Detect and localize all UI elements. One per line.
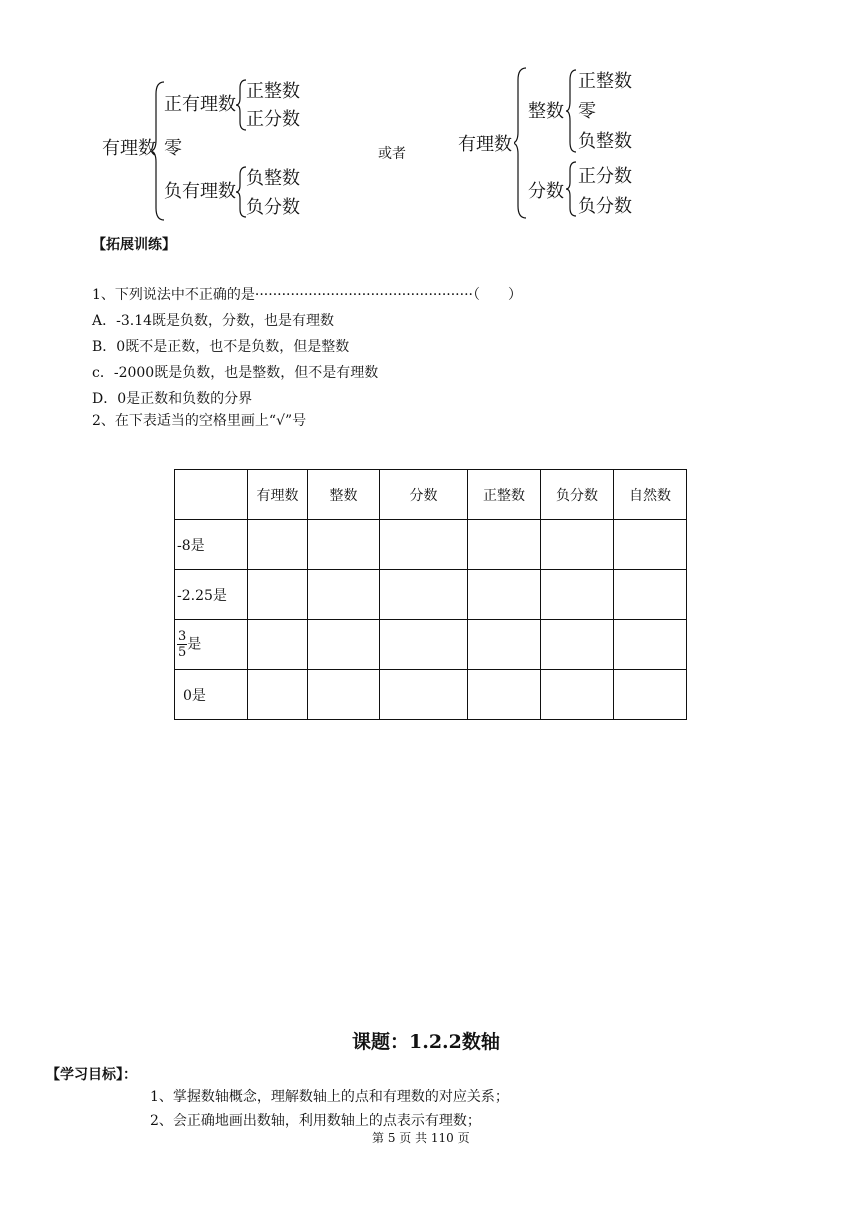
check-cell[interactable] [468,520,541,570]
check-cell[interactable] [614,570,687,620]
check-cell[interactable] [308,520,380,570]
tree-right-pos-frac: 正分数 [578,166,632,187]
question-1-option-d: D．0是正数和负数的分界 [92,391,253,407]
tree-right-fractions: 分数 [528,181,564,202]
tree-left-pos-frac: 正分数 [246,109,300,130]
check-cell[interactable] [614,670,687,720]
fraction-numerator: 3 [178,629,187,644]
table-row [175,520,687,570]
table-header-cell: 有理数 [248,470,308,520]
or-text: 或者 [378,146,406,162]
table-header-row [175,470,687,520]
tree-left-positive: 正有理数 [164,94,236,115]
question-1-option-a: A．-3.14既是负数，分数，也是有理数 [92,313,335,329]
row-label: -8是 [175,520,248,570]
fraction-denominator: 5 [178,645,187,660]
right-integers-brace [566,68,578,154]
page-footer: 第 5 页 共 110 页 [372,1131,470,1145]
table-header-cell: 整数 [308,470,380,520]
row-label: 0是 [175,670,248,720]
check-cell[interactable] [248,670,308,720]
check-cell[interactable] [380,520,468,570]
tree-left-pos-int: 正整数 [246,81,300,102]
check-cell[interactable] [308,670,380,720]
right-outer-brace [514,66,528,220]
classification-table [174,469,687,720]
tree-left-neg-frac: 负分数 [246,197,300,218]
table-row [175,620,687,670]
table-header-cell: 自然数 [614,470,687,520]
check-cell[interactable] [614,620,687,670]
table-header-cell [175,470,248,520]
fraction [177,629,187,660]
section-extension-heading: 【拓展训练】 [92,237,176,253]
question-2-stem: 2、在下表适当的空格里画上“√”号 [92,413,307,429]
learning-goal-item: 2、会正确地画出数轴，利用数轴上的点表示有理数； [150,1113,481,1129]
tree-left-zero: 零 [164,138,182,159]
tree-right-integers: 整数 [528,101,564,122]
row-label: -2.25是 [175,570,248,620]
question-1-stem: 1、下列说法中不正确的是·················································（ ） [92,287,522,303]
tree-left-neg-int: 负整数 [246,168,300,189]
learning-goals-label: 【学习目标】： [46,1067,137,1083]
check-cell[interactable] [380,670,468,720]
table-header-cell: 正整数 [468,470,541,520]
check-cell[interactable] [380,570,468,620]
check-cell[interactable] [308,620,380,670]
table-row [175,570,687,620]
tree-right-zero: 零 [578,101,596,122]
tree-left-negative: 负有理数 [164,181,236,202]
check-cell[interactable] [614,520,687,570]
check-cell[interactable] [468,570,541,620]
check-cell[interactable] [248,520,308,570]
check-cell[interactable] [541,620,614,670]
lesson-title: 课题：1.2.2数轴 [352,1031,500,1053]
check-cell[interactable] [541,570,614,620]
table-header-cell: 分数 [380,470,468,520]
table-header-cell: 负分数 [541,470,614,520]
check-cell[interactable] [248,570,308,620]
check-cell[interactable] [468,620,541,670]
check-cell[interactable] [468,670,541,720]
row-label-suffix: 是 [187,636,202,653]
check-cell[interactable] [380,620,468,670]
table-row [175,670,687,720]
tree-right-pos-int: 正整数 [578,71,632,92]
right-fractions-brace [566,160,578,218]
learning-goal-item: 1、掌握数轴概念，理解数轴上的点和有理数的对应关系； [150,1089,509,1105]
check-cell[interactable] [308,570,380,620]
tree-right-neg-frac: 负分数 [578,196,632,217]
check-cell[interactable] [541,670,614,720]
question-1-option-c: c．-2000既是负数，也是整数，但不是有理数 [92,365,379,381]
check-cell[interactable] [541,520,614,570]
tree-right-root: 有理数 [458,134,512,155]
tree-right-neg-int: 负整数 [578,131,632,152]
row-label-fraction [175,620,248,670]
question-1-option-b: B．0既不是正数，也不是负数，但是整数 [92,339,350,355]
check-cell[interactable] [248,620,308,670]
tree-left-root: 有理数 [102,138,156,159]
